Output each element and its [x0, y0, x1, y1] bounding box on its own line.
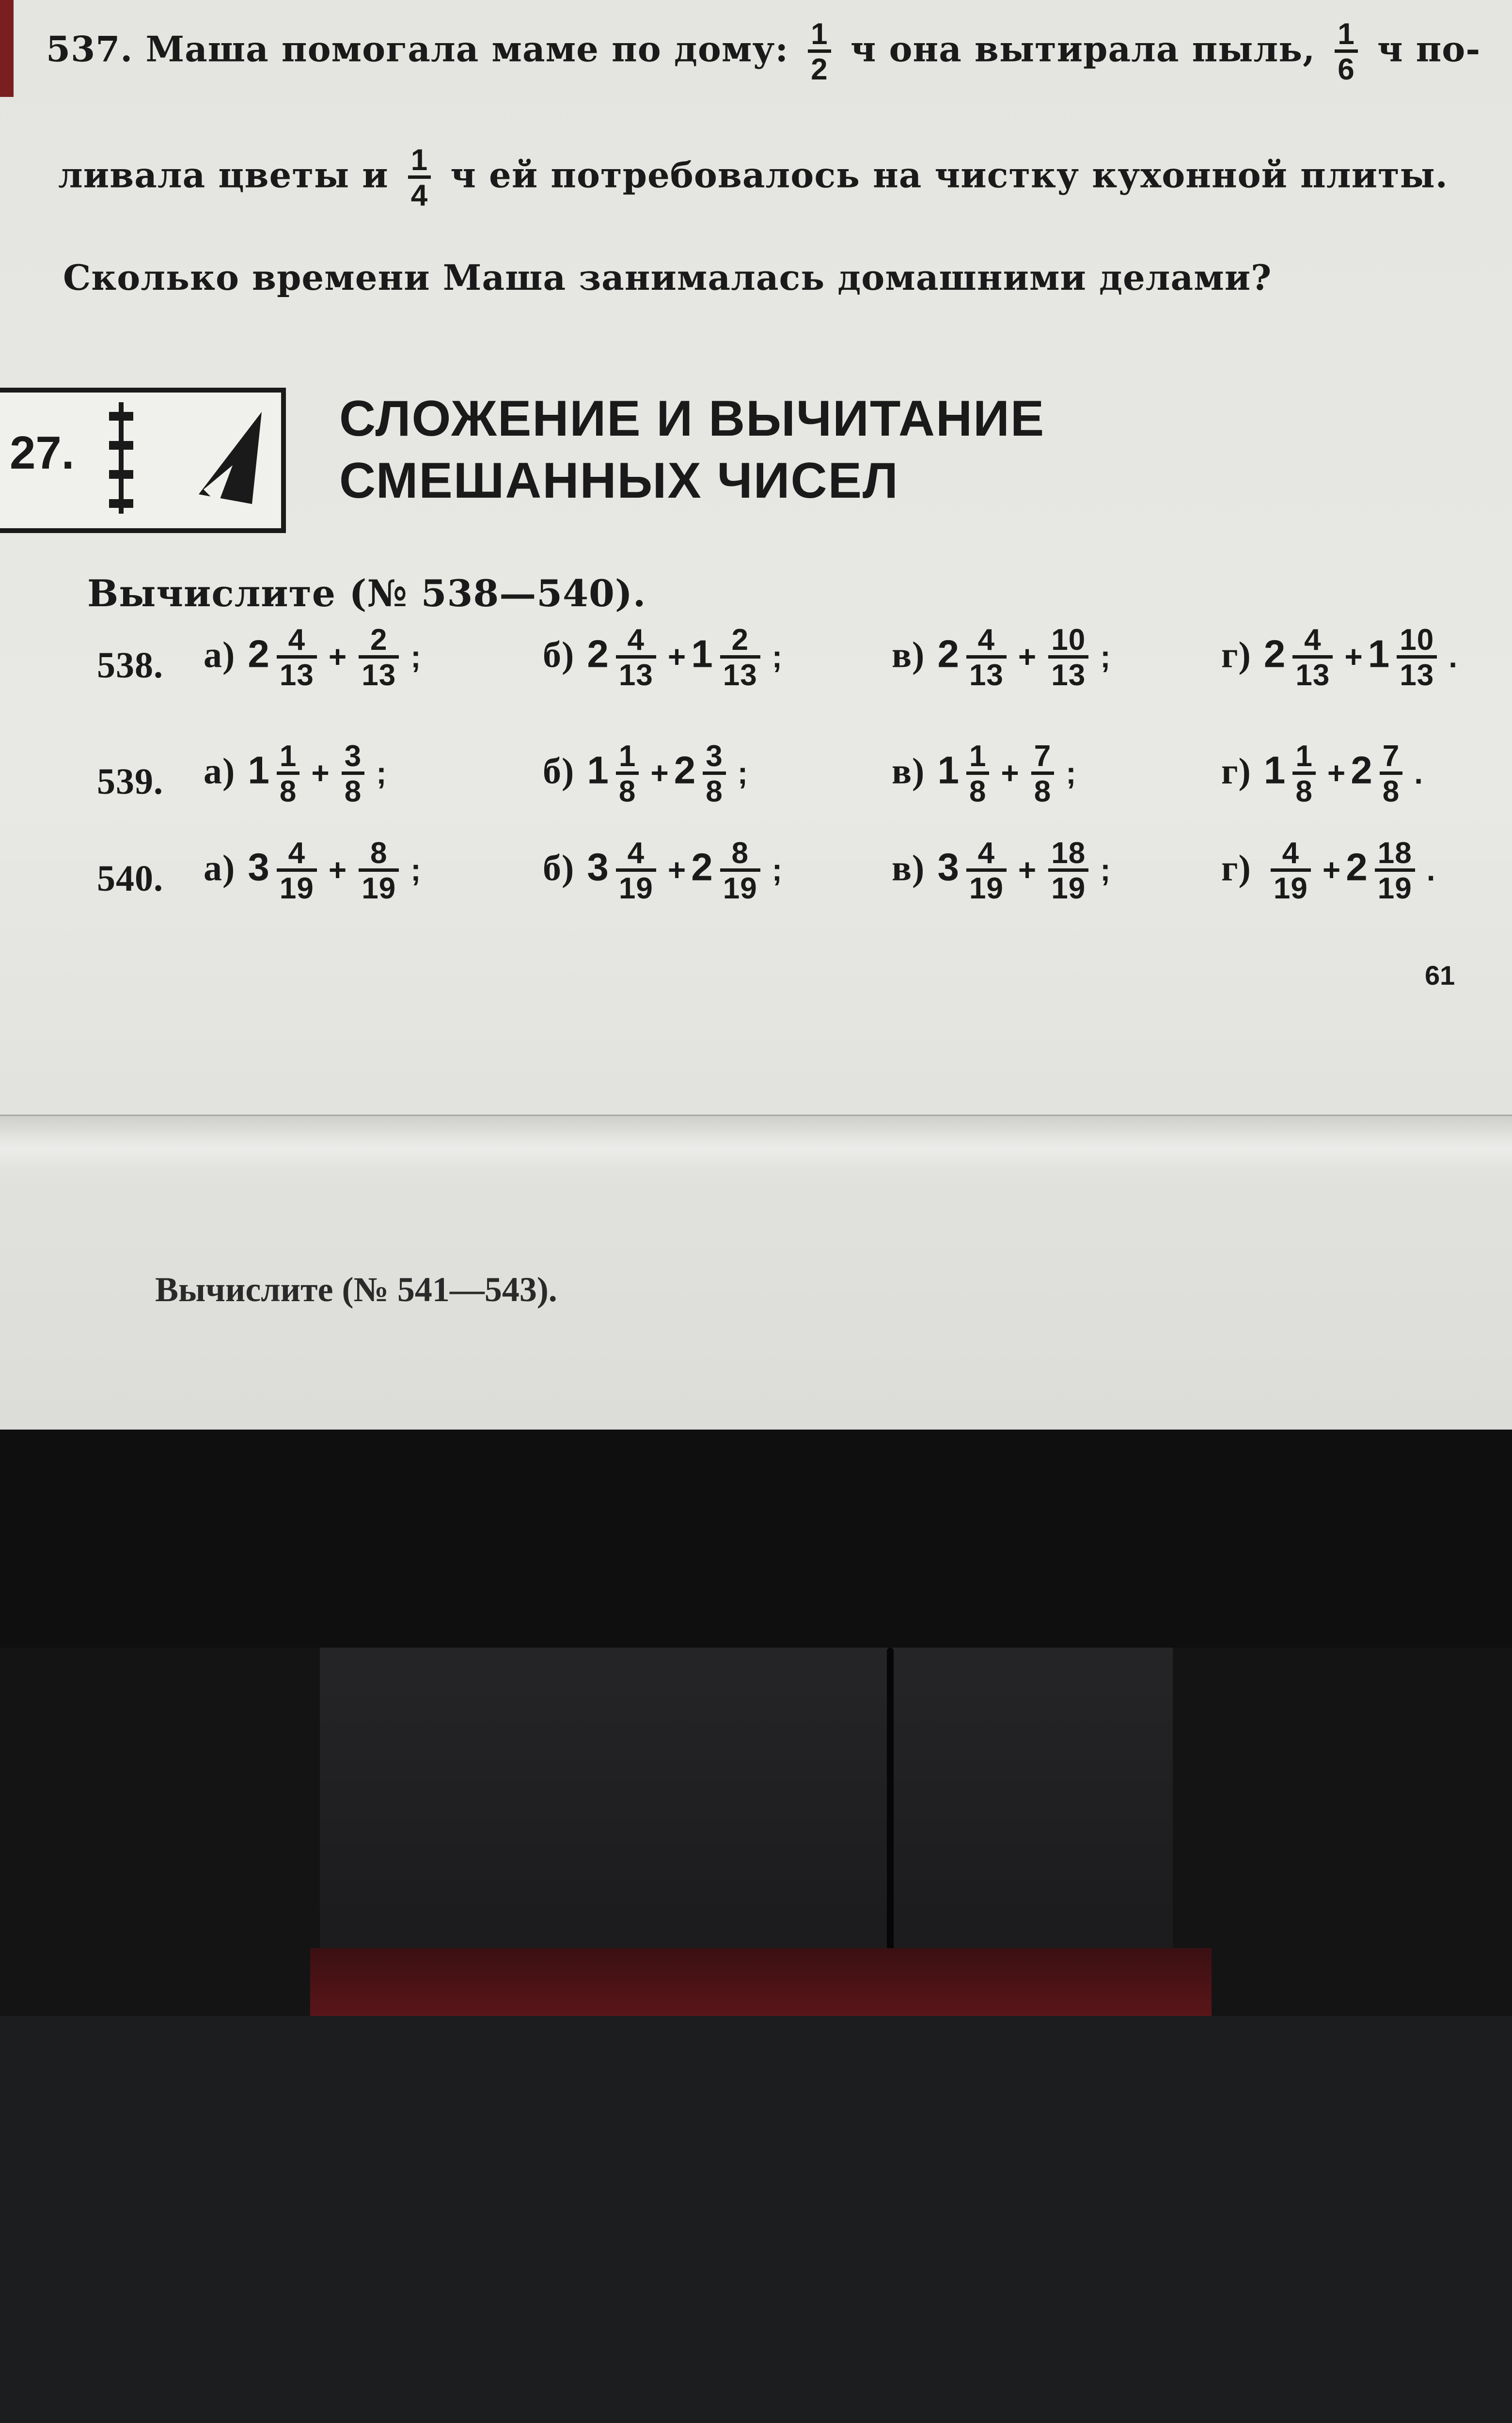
- punctuation: ;: [1100, 852, 1111, 887]
- punctuation: ;: [772, 639, 783, 674]
- punctuation: ;: [1066, 755, 1077, 790]
- whole-part: 2: [248, 632, 270, 676]
- denominator: 19: [1375, 868, 1415, 904]
- fraction: [1048, 838, 1088, 904]
- page-edge-marker: [0, 0, 14, 97]
- whole-part: 2: [587, 632, 609, 676]
- plus-sign: +: [1344, 639, 1363, 674]
- fraction: [277, 741, 299, 807]
- plus-sign: +: [311, 755, 330, 790]
- exercise-item: [892, 741, 1082, 807]
- fraction: $\frac{1}{2}$: [808, 19, 831, 85]
- denominator: 19: [966, 868, 1007, 904]
- denominator: 13: [1292, 655, 1333, 691]
- denominator: 8: [1380, 771, 1402, 807]
- section-title: СЛОЖЕНИЕ И ВЫЧИТАНИЕ СМЕШАННЫХ ЧИСЕЛ: [339, 391, 1045, 509]
- plus-sign: +: [328, 852, 347, 887]
- denominator: 8: [703, 771, 725, 807]
- numerator: 7: [1034, 739, 1052, 773]
- fraction: [1292, 741, 1315, 807]
- denominator: 13: [720, 655, 760, 691]
- whole-part: 2: [937, 632, 960, 676]
- numerator: 4: [627, 836, 645, 870]
- numerator: 8: [370, 836, 388, 870]
- exercise-item: [204, 741, 392, 807]
- fraction: [720, 625, 760, 691]
- numerator: 8: [731, 836, 749, 870]
- problem-537-line-1: 537. Маша помогала маме по дому: $\frac{1}{2}$ ч она вытирала пыль, $\frac{1}{6}$ ч по-: [46, 17, 1481, 86]
- fraction: [966, 838, 1007, 904]
- plus-sign: +: [1018, 639, 1037, 674]
- whole-part: 2: [691, 845, 713, 889]
- fraction: [720, 838, 760, 904]
- denominator: 8: [342, 771, 364, 807]
- numerator: 1: [1295, 739, 1313, 773]
- section-number: 27.: [10, 427, 75, 479]
- exercise-item: [204, 838, 426, 904]
- problem-number: 537.: [46, 28, 133, 70]
- fraction: [966, 741, 989, 807]
- fraction: [1375, 838, 1415, 904]
- plus-sign: +: [1327, 755, 1346, 790]
- denominator: 13: [1048, 655, 1088, 691]
- numerator: 4: [977, 623, 995, 657]
- plus-sign: +: [650, 755, 669, 790]
- exercise-item: [892, 625, 1116, 691]
- plus-sign: +: [667, 639, 687, 674]
- red-object: [310, 1948, 1212, 2016]
- item-label: а): [204, 848, 236, 889]
- fraction: [616, 838, 656, 904]
- exercise-item: [1221, 625, 1463, 691]
- item-label: г): [1221, 634, 1251, 676]
- denominator: 8: [277, 771, 299, 807]
- fraction: $\frac{1}{6}$: [1335, 19, 1357, 85]
- denominator: 19: [720, 868, 760, 904]
- denominator: 8: [1292, 771, 1315, 807]
- numerator: 2: [731, 623, 749, 657]
- numerator: 18: [1051, 836, 1086, 870]
- numerator: 3: [344, 739, 362, 773]
- punctuation: ;: [737, 755, 749, 790]
- denominator: 19: [1271, 868, 1311, 904]
- exercise-item: [543, 741, 753, 807]
- plus-sign: +: [667, 852, 687, 887]
- fraction: [1271, 838, 1311, 904]
- item-label: б): [543, 751, 575, 792]
- exercise-item: [1221, 741, 1428, 807]
- numerator: 10: [1400, 623, 1434, 657]
- denominator: 19: [1048, 868, 1088, 904]
- numerator: 18: [1377, 836, 1412, 870]
- numerator: 7: [1382, 739, 1400, 773]
- fraction: [703, 741, 725, 807]
- fraction: [1380, 741, 1402, 807]
- numerator: 4: [1282, 836, 1300, 870]
- numerator: 10: [1051, 623, 1086, 657]
- exercise-number: 538.: [97, 645, 163, 686]
- numerator: 3: [706, 739, 723, 773]
- exercise-item: [892, 838, 1116, 904]
- exercise-number: 539.: [97, 761, 163, 802]
- whole-part: 3: [248, 845, 270, 889]
- numerator: 2: [370, 623, 388, 657]
- whole-part: 1: [1368, 632, 1390, 676]
- fraction: [966, 625, 1007, 691]
- punctuation: ;: [1100, 639, 1111, 674]
- next-instruction: Вычислите (№ 541—543).: [155, 1270, 557, 1309]
- item-label: г): [1221, 751, 1251, 792]
- item-label: в): [892, 751, 925, 792]
- item-label: а): [204, 634, 236, 676]
- page-number: 61: [1425, 960, 1455, 991]
- denominator: 19: [277, 868, 317, 904]
- fraction: $\frac{1}{4}$: [408, 145, 431, 211]
- whole-part: 3: [937, 845, 960, 889]
- denominator: 13: [1397, 655, 1437, 691]
- numerator: 4: [977, 836, 995, 870]
- punctuation: ;: [376, 755, 387, 790]
- punctuation: ;: [410, 639, 422, 674]
- plus-sign: +: [328, 639, 347, 674]
- numerator: 4: [288, 836, 306, 870]
- item-label: б): [543, 848, 575, 889]
- whole-part: 2: [1346, 845, 1368, 889]
- fraction: [277, 625, 317, 691]
- numerator: 1: [618, 739, 636, 773]
- denominator: 8: [1031, 771, 1054, 807]
- denominator: 8: [616, 771, 639, 807]
- item-label: г): [1221, 848, 1251, 889]
- fraction: [359, 625, 399, 691]
- screen-page-gap: [0, 1115, 1512, 1169]
- whole-part: 1: [587, 748, 609, 792]
- problem-537-line-3: Сколько времени Маша занималась домашними делами?: [63, 257, 1272, 298]
- plus-sign: +: [1001, 755, 1020, 790]
- punctuation: ;: [410, 852, 422, 887]
- fraction: [1031, 741, 1054, 807]
- item-label: в): [892, 848, 925, 889]
- plus-sign: +: [1322, 852, 1341, 887]
- item-label: в): [892, 634, 925, 676]
- denominator: 19: [616, 868, 656, 904]
- whole-part: 2: [1351, 748, 1373, 792]
- numerator: 4: [288, 623, 306, 657]
- instruction: Вычислите (№ 538—540).: [87, 572, 646, 615]
- exercise-item: [543, 838, 788, 904]
- fraction: [359, 838, 399, 904]
- punctuation: ;: [772, 852, 783, 887]
- whole-part: 1: [937, 748, 960, 792]
- denominator: 13: [277, 655, 317, 691]
- whole-part: 1: [248, 748, 270, 792]
- fraction: [616, 625, 656, 691]
- numerator: 1: [279, 739, 297, 773]
- exercise-item: [1221, 838, 1441, 904]
- plus-sign: +: [1018, 852, 1037, 887]
- punctuation: .: [1426, 852, 1436, 887]
- monitor-bezel: [0, 1430, 1512, 1648]
- problem-537-line-2: ливала цветы и $\frac{1}{4}$ ч ей потребовалось на чистку кухонной плиты.: [58, 143, 1448, 212]
- denominator: 13: [616, 655, 656, 691]
- numerator: 1: [969, 739, 987, 773]
- fraction: [342, 741, 364, 807]
- numerator: 4: [1304, 623, 1322, 657]
- denominator: 13: [359, 655, 399, 691]
- punctuation: .: [1449, 639, 1458, 674]
- denominator: 19: [359, 868, 399, 904]
- denominator: 13: [966, 655, 1007, 691]
- fraction: [616, 741, 639, 807]
- exercise-item: [543, 625, 788, 691]
- punctuation: .: [1414, 755, 1424, 790]
- denominator: 8: [966, 771, 989, 807]
- item-label: а): [204, 751, 236, 792]
- exercise-number: 540.: [97, 858, 163, 899]
- whole-part: 1: [691, 632, 713, 676]
- whole-part: 1: [1263, 748, 1286, 792]
- item-label: б): [543, 634, 575, 676]
- whole-part: 2: [674, 748, 696, 792]
- fraction: [1292, 625, 1333, 691]
- exercise-item: [204, 625, 426, 691]
- whole-part: 3: [587, 845, 609, 889]
- whole-part: 2: [1263, 632, 1286, 676]
- fraction: [1048, 625, 1088, 691]
- fraction: [1397, 625, 1437, 691]
- numerator: 4: [627, 623, 645, 657]
- fraction: [277, 838, 317, 904]
